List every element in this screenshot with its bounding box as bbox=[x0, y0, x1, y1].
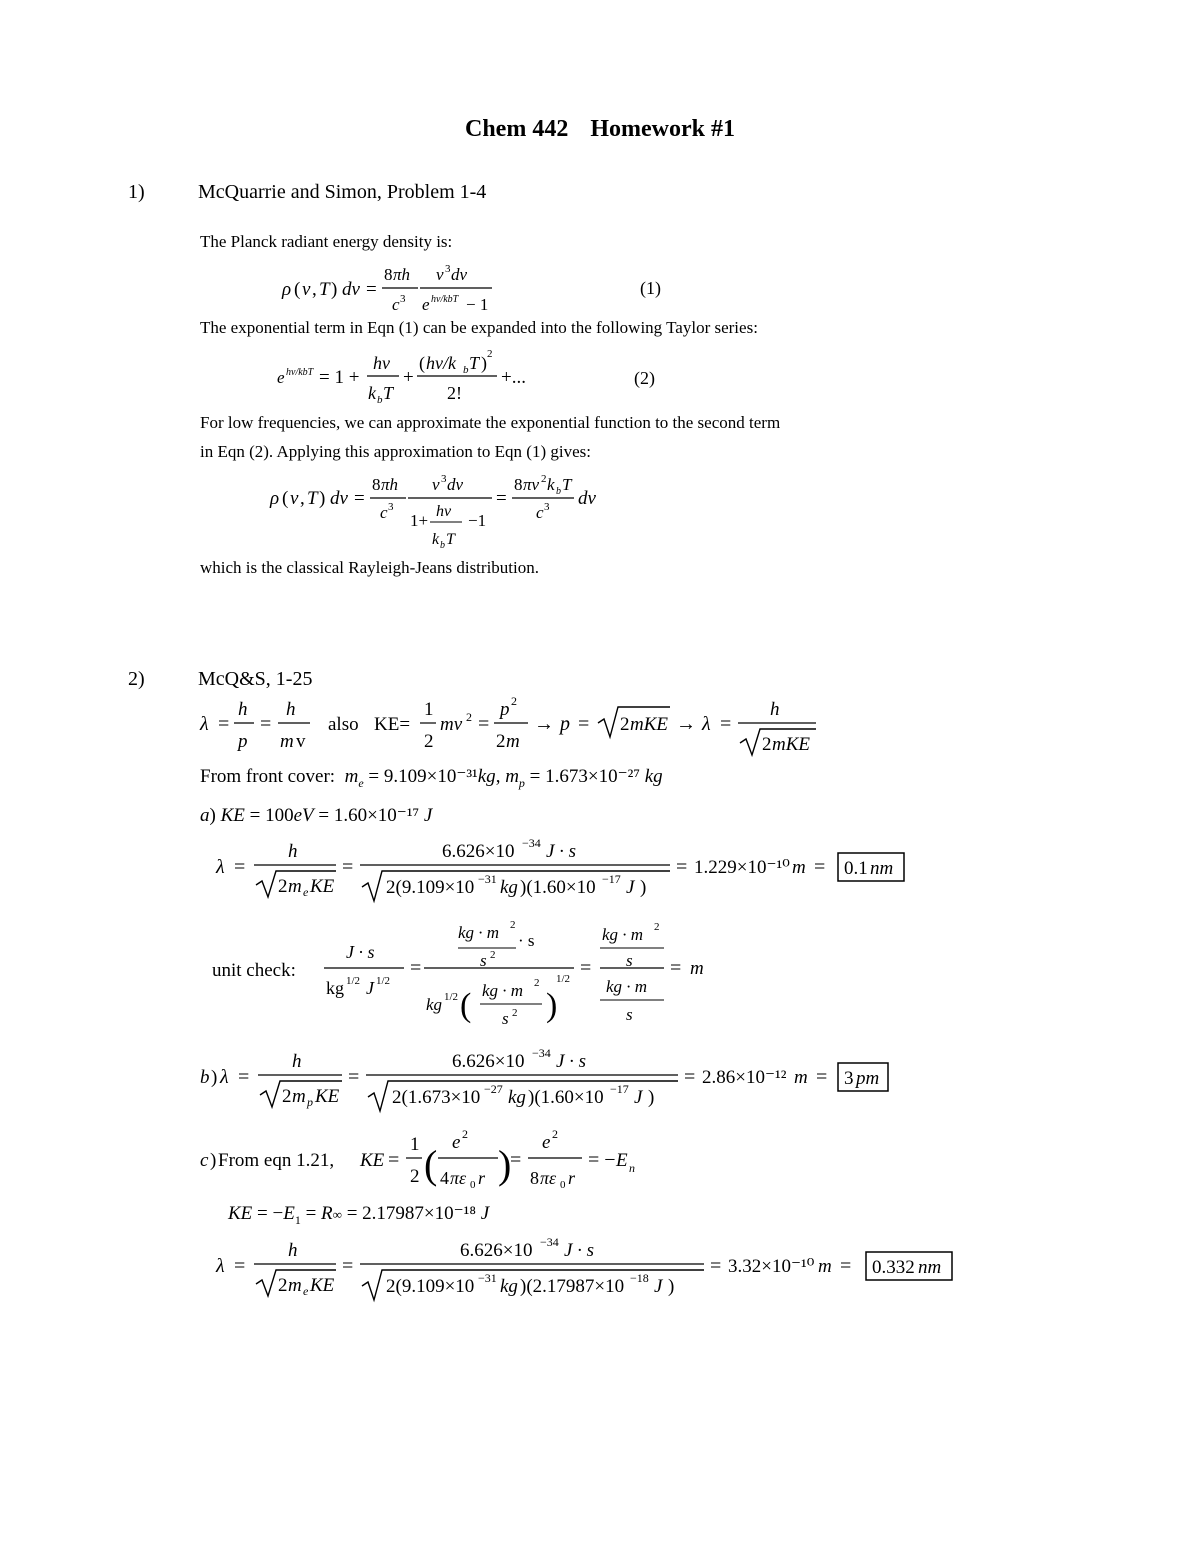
svg-text:2: 2 bbox=[762, 734, 772, 755]
page-title bbox=[0, 116, 1200, 143]
svg-text:πε: πε bbox=[540, 1168, 557, 1188]
part-c-text: From eqn 1.21, bbox=[218, 1150, 335, 1171]
svg-text:e: e bbox=[452, 1132, 461, 1153]
svg-text:s: s bbox=[502, 1009, 509, 1028]
svg-text:3: 3 bbox=[544, 501, 550, 513]
svg-text:kg · m: kg · m bbox=[482, 981, 524, 1000]
svg-text:): ) bbox=[640, 877, 647, 898]
svg-text:mKE: mKE bbox=[630, 714, 668, 735]
svg-text:1/2: 1/2 bbox=[444, 991, 459, 1003]
part-a-answer: 0.1 bbox=[844, 858, 868, 879]
svg-text:r: r bbox=[568, 1168, 576, 1188]
svg-text:1: 1 bbox=[410, 1134, 420, 1155]
svg-text:kg: kg bbox=[508, 1087, 526, 1108]
proton-mass-value: 1.673×10⁻²⁷ bbox=[545, 766, 640, 787]
svg-text:J: J bbox=[626, 877, 635, 898]
problem-1-number: 1) bbox=[128, 181, 145, 203]
svg-text:1: 1 bbox=[424, 699, 434, 720]
svg-text:e: e bbox=[422, 295, 430, 314]
svg-text:m: m bbox=[792, 857, 806, 878]
svg-text:· s: · s bbox=[518, 931, 535, 950]
svg-text:−31: −31 bbox=[478, 872, 497, 886]
problem-1-heading: McQuarrie and Simon, Problem 1-4 bbox=[198, 181, 487, 203]
svg-text:nm: nm bbox=[870, 858, 894, 879]
svg-text:=: = bbox=[510, 1149, 522, 1171]
svg-text:πh: πh bbox=[393, 265, 411, 284]
svg-text:m: m bbox=[818, 1256, 832, 1277]
svg-text:−34: −34 bbox=[540, 1235, 559, 1249]
eq2-label: (2) bbox=[634, 368, 655, 388]
svg-text:s: s bbox=[480, 951, 487, 970]
svg-text:): ) bbox=[648, 1087, 655, 1108]
svg-text:3: 3 bbox=[445, 263, 451, 275]
svg-text:T: T bbox=[307, 488, 318, 509]
svg-text:T: T bbox=[469, 353, 480, 373]
svg-text:=: = bbox=[354, 488, 365, 509]
also-word: also bbox=[328, 714, 359, 735]
svg-text:T: T bbox=[446, 531, 455, 548]
svg-text:m: m bbox=[288, 876, 302, 897]
svg-text:b: b bbox=[440, 540, 445, 551]
svg-text:2: 2 bbox=[462, 1127, 468, 1141]
svg-text:KE=: KE= bbox=[374, 714, 411, 735]
svg-text:6.626×10: 6.626×10 bbox=[460, 1240, 533, 1261]
svg-text:T: T bbox=[383, 383, 394, 403]
electron-mass-value: 9.109×10⁻³¹ bbox=[383, 766, 478, 787]
svg-text:h: h bbox=[286, 699, 296, 720]
svg-text:m: m bbox=[506, 731, 520, 752]
approximation-line-1: For low frequencies, we can approximate the exponential function to the second term bbox=[200, 413, 781, 432]
svg-text:): ) bbox=[211, 1067, 218, 1088]
svg-text:c: c bbox=[380, 503, 388, 522]
svg-text:pm: pm bbox=[856, 1068, 880, 1089]
svg-text:h: h bbox=[770, 699, 780, 720]
svg-text:J · s: J · s bbox=[564, 1240, 595, 1261]
svg-text:p: p bbox=[560, 713, 570, 735]
svg-text:b: b bbox=[463, 364, 469, 376]
front-cover-label: From front cover: bbox=[200, 766, 336, 787]
svg-text:): ) bbox=[319, 488, 326, 509]
svg-text:J · s: J · s bbox=[556, 1051, 587, 1072]
svg-text:=: = bbox=[676, 856, 688, 878]
svg-text:(: ( bbox=[460, 987, 472, 1024]
svg-text:=: = bbox=[840, 1255, 852, 1277]
svg-text:2: 2 bbox=[512, 1007, 518, 1019]
svg-text:mKE: mKE bbox=[772, 734, 810, 755]
svg-text:J · s: J · s bbox=[546, 841, 577, 862]
svg-text:k: k bbox=[432, 531, 440, 548]
svg-text:4: 4 bbox=[440, 1168, 449, 1188]
svg-text:b: b bbox=[377, 394, 383, 406]
svg-text:m: m bbox=[690, 958, 704, 979]
svg-text:=: = bbox=[710, 1255, 722, 1277]
svg-text:→: → bbox=[534, 713, 554, 735]
svg-text:,: , bbox=[312, 279, 317, 300]
svg-text:3: 3 bbox=[400, 293, 406, 305]
svg-text:−31: −31 bbox=[478, 1271, 497, 1285]
svg-text:2: 2 bbox=[620, 714, 630, 735]
svg-text:b: b bbox=[200, 1067, 210, 1088]
svg-text:v: v bbox=[296, 731, 306, 752]
part-b-answer: 3 bbox=[844, 1068, 854, 1089]
svg-text:λ: λ bbox=[220, 1066, 229, 1088]
svg-text:πh: πh bbox=[381, 475, 399, 494]
front-cover-masses: From front cover: $m_e = 9.109\times 10^{-31}kg$, $m_p = 1.673\times 10^{-27}$ kg bbox=[200, 766, 663, 790]
svg-text:2: 2 bbox=[511, 694, 517, 708]
svg-text:nm: nm bbox=[918, 1257, 942, 1278]
svg-text:3: 3 bbox=[441, 473, 447, 485]
svg-text:ν: ν bbox=[302, 279, 311, 300]
part-a-energy: a) KE = 100eV = 1.60×10⁻¹⁷ J bbox=[200, 805, 433, 826]
part-c-energy-value: KE = $-E_1 = R\infty = 2.17987\times 10^{-18}$ J bbox=[228, 1203, 490, 1227]
svg-text:−17: −17 bbox=[610, 1082, 629, 1096]
svg-text:λ: λ bbox=[216, 856, 225, 878]
svg-text:=: = bbox=[234, 856, 246, 878]
svg-text:−34: −34 bbox=[522, 836, 541, 850]
planck-equation bbox=[270, 260, 510, 320]
svg-text:2: 2 bbox=[424, 731, 434, 752]
svg-text:): ) bbox=[331, 279, 338, 300]
svg-text:ρ: ρ bbox=[282, 279, 292, 300]
part-b-wavelength-equation bbox=[198, 1045, 918, 1119]
svg-text:8: 8 bbox=[530, 1168, 539, 1188]
svg-text:3: 3 bbox=[388, 501, 394, 513]
svg-text:dν: dν bbox=[578, 488, 596, 509]
part-a-wavelength-equation bbox=[210, 835, 930, 909]
svg-text:2: 2 bbox=[496, 731, 506, 752]
svg-text:ρ: ρ bbox=[270, 488, 280, 509]
svg-text:kg: kg bbox=[426, 995, 443, 1014]
svg-text:hν/kbT: hν/kbT bbox=[431, 294, 459, 305]
problem-2-heading: McQ&S, 1-25 bbox=[198, 668, 313, 690]
svg-text:)(2.17987×10: )(2.17987×10 bbox=[520, 1276, 625, 1297]
svg-text:=: = bbox=[580, 957, 592, 979]
svg-text:k: k bbox=[547, 475, 555, 494]
svg-text:=: = bbox=[720, 713, 732, 735]
part-c-answer: 0.332 bbox=[872, 1257, 915, 1278]
svg-text:s: s bbox=[626, 951, 633, 970]
svg-text:=: = bbox=[234, 1255, 246, 1277]
svg-text:2: 2 bbox=[552, 1127, 558, 1141]
svg-text:1/2: 1/2 bbox=[346, 975, 361, 987]
svg-text:8: 8 bbox=[514, 475, 523, 494]
svg-text:6.626×10: 6.626×10 bbox=[452, 1051, 525, 1072]
svg-text:−1: −1 bbox=[468, 511, 487, 530]
svg-text:=: = bbox=[342, 856, 354, 878]
svg-text:dν: dν bbox=[342, 279, 360, 300]
svg-text:=: = bbox=[578, 713, 590, 735]
svg-text:=: = bbox=[478, 713, 490, 735]
svg-text:c: c bbox=[536, 503, 544, 522]
homework-name: Homework #1 bbox=[590, 116, 735, 142]
problem-2-number: 2) bbox=[128, 668, 145, 690]
unit-check-equation bbox=[320, 918, 720, 1038]
svg-text:2!: 2! bbox=[447, 383, 462, 403]
rayleigh-jeans-conclusion: which is the classical Rayleigh-Jeans distribution. bbox=[200, 558, 539, 577]
svg-text:m: m bbox=[794, 1067, 808, 1088]
svg-text:p: p bbox=[500, 699, 510, 720]
svg-text:(: ( bbox=[294, 279, 301, 300]
svg-text:2: 2 bbox=[278, 1275, 288, 1296]
svg-text:kg · m: kg · m bbox=[458, 923, 500, 942]
svg-text:hν: hν bbox=[373, 353, 390, 373]
course-name: Chem 442 bbox=[465, 116, 569, 142]
svg-text:T: T bbox=[319, 279, 330, 300]
svg-text:λ: λ bbox=[216, 1255, 225, 1277]
svg-text:dν: dν bbox=[330, 488, 348, 509]
svg-text:= 1 +: = 1 + bbox=[319, 367, 360, 388]
svg-text:=: = bbox=[348, 1066, 360, 1088]
part-c-wavelength-equation bbox=[210, 1232, 970, 1308]
svg-text:(: ( bbox=[282, 488, 289, 509]
svg-text:e: e bbox=[542, 1132, 551, 1153]
svg-text:πν: πν bbox=[523, 475, 540, 494]
part-a-result: 1.229×10⁻¹⁰ bbox=[694, 857, 790, 878]
svg-text:6.626×10: 6.626×10 bbox=[442, 841, 515, 862]
svg-text:2: 2 bbox=[534, 977, 540, 989]
svg-text:KE: KE bbox=[310, 876, 335, 897]
eq1-label: (1) bbox=[640, 278, 661, 298]
svg-text:): ) bbox=[481, 353, 487, 373]
svg-text:0: 0 bbox=[470, 1179, 476, 1191]
svg-text:c: c bbox=[200, 1150, 209, 1171]
svg-text:hν/k: hν/k bbox=[426, 353, 456, 373]
svg-text:)(1.60×10: )(1.60×10 bbox=[520, 877, 596, 898]
svg-text:=: = bbox=[684, 1066, 696, 1088]
svg-text:=: = bbox=[260, 713, 272, 735]
svg-text:2: 2 bbox=[282, 1086, 292, 1107]
part-a-ke-joule: 1.60×10⁻¹⁷ bbox=[333, 805, 420, 826]
svg-text:2: 2 bbox=[541, 473, 547, 485]
svg-text:(: ( bbox=[419, 353, 425, 373]
part-c-result: 3.32×10⁻¹⁰ bbox=[728, 1256, 815, 1277]
svg-text:n: n bbox=[629, 1161, 635, 1175]
svg-text:8: 8 bbox=[384, 265, 393, 284]
planck-intro: The Planck radiant energy density is: bbox=[200, 232, 453, 251]
svg-text:1/2: 1/2 bbox=[556, 973, 571, 985]
svg-text:=: = bbox=[410, 957, 422, 979]
svg-text:ν: ν bbox=[432, 475, 440, 494]
svg-text:h: h bbox=[288, 1240, 298, 1261]
svg-text:2(1.673×10: 2(1.673×10 bbox=[392, 1087, 481, 1108]
svg-text:): ) bbox=[498, 1142, 512, 1187]
svg-text:J: J bbox=[634, 1087, 643, 1108]
svg-text:): ) bbox=[668, 1276, 675, 1297]
svg-text:m: m bbox=[288, 1275, 302, 1296]
svg-text:hν/kbT: hν/kbT bbox=[286, 367, 314, 378]
taylor-equation bbox=[275, 345, 545, 407]
svg-text:ν: ν bbox=[290, 488, 299, 509]
svg-text:2: 2 bbox=[654, 921, 660, 933]
svg-text:E: E bbox=[616, 1150, 628, 1171]
svg-text:): ) bbox=[546, 987, 558, 1024]
svg-text:p: p bbox=[238, 731, 248, 752]
svg-text:− 1: − 1 bbox=[466, 295, 489, 314]
svg-text:(: ( bbox=[424, 1142, 438, 1187]
svg-text:−27: −27 bbox=[484, 1082, 503, 1096]
svg-text:=: = bbox=[814, 856, 826, 878]
svg-text:kg · m: kg · m bbox=[606, 977, 648, 996]
part-c-ke-value: 2.17987×10⁻¹⁸ bbox=[362, 1203, 476, 1224]
svg-text:mv: mv bbox=[440, 714, 463, 735]
svg-text:2: 2 bbox=[278, 876, 288, 897]
svg-text:m: m bbox=[280, 731, 294, 752]
svg-text:2: 2 bbox=[490, 949, 496, 961]
svg-text:dν: dν bbox=[451, 265, 468, 284]
svg-text:−18: −18 bbox=[630, 1271, 649, 1285]
svg-text:h: h bbox=[288, 841, 298, 862]
svg-text:KE: KE bbox=[315, 1086, 340, 1107]
svg-text:−17: −17 bbox=[602, 872, 621, 886]
svg-text:)(1.60×10: )(1.60×10 bbox=[528, 1087, 604, 1108]
svg-text:= −: = − bbox=[588, 1149, 616, 1171]
svg-text:1+: 1+ bbox=[410, 511, 429, 530]
rayleigh-jeans-equation bbox=[268, 470, 608, 556]
svg-text:−34: −34 bbox=[532, 1046, 551, 1060]
svg-text:e: e bbox=[303, 1284, 309, 1298]
svg-text:h: h bbox=[292, 1051, 302, 1072]
svg-text:J: J bbox=[366, 978, 374, 998]
svg-text:λ: λ bbox=[702, 713, 711, 735]
part-b-result: 2.86×10⁻¹² bbox=[702, 1067, 787, 1088]
svg-text:=: = bbox=[388, 1149, 400, 1171]
svg-text:): ) bbox=[210, 1150, 217, 1171]
svg-text:=: = bbox=[366, 279, 377, 300]
svg-text:kg: kg bbox=[500, 877, 518, 898]
svg-text:2(9.109×10: 2(9.109×10 bbox=[386, 877, 475, 898]
svg-text:T: T bbox=[562, 475, 572, 494]
svg-text:,: , bbox=[300, 488, 305, 509]
svg-text:c: c bbox=[392, 295, 400, 314]
svg-text:dν: dν bbox=[447, 475, 464, 494]
unit-check-label: unit check: bbox=[212, 960, 296, 981]
svg-text:=: = bbox=[342, 1255, 354, 1277]
svg-text:hν: hν bbox=[436, 503, 452, 520]
approximation-line-2: in Eqn (2). Applying this approximation to Eqn (1) gives: bbox=[200, 442, 591, 461]
taylor-series-text: The exponential term in Eqn (1) can be expanded into the following Taylor series: bbox=[200, 318, 758, 337]
svg-text:J · s: J · s bbox=[346, 942, 375, 962]
svg-text:2: 2 bbox=[487, 348, 493, 360]
part-c-energy-equation bbox=[198, 1128, 658, 1194]
svg-text:→: → bbox=[676, 713, 696, 735]
svg-text:kg · m: kg · m bbox=[602, 925, 644, 944]
svg-text:p: p bbox=[307, 1095, 313, 1109]
svg-text:ν: ν bbox=[436, 265, 444, 284]
svg-text:2(9.109×10: 2(9.109×10 bbox=[386, 1276, 475, 1297]
svg-text:k: k bbox=[368, 383, 376, 403]
de-broglie-equation bbox=[198, 695, 838, 761]
svg-text:kg: kg bbox=[500, 1276, 518, 1297]
svg-text:=: = bbox=[496, 488, 507, 509]
svg-text:s: s bbox=[626, 1005, 633, 1024]
svg-text:0: 0 bbox=[560, 1179, 566, 1191]
svg-text:=: = bbox=[670, 957, 682, 979]
svg-text:πε: πε bbox=[450, 1168, 467, 1188]
svg-text:J: J bbox=[654, 1276, 663, 1297]
svg-text:+: + bbox=[403, 367, 414, 388]
svg-text:kg: kg bbox=[326, 978, 344, 998]
svg-text:=: = bbox=[238, 1066, 250, 1088]
svg-text:b: b bbox=[556, 486, 561, 497]
svg-text:r: r bbox=[478, 1168, 486, 1188]
svg-text:2: 2 bbox=[466, 710, 472, 724]
svg-text:+...: +... bbox=[501, 367, 526, 388]
svg-text:2: 2 bbox=[410, 1166, 420, 1187]
svg-text:=: = bbox=[816, 1066, 828, 1088]
svg-text:λ: λ bbox=[200, 713, 209, 735]
svg-text:e: e bbox=[303, 885, 309, 899]
svg-text:h: h bbox=[238, 699, 248, 720]
svg-text:KE: KE bbox=[310, 1275, 335, 1296]
svg-text:1/2: 1/2 bbox=[376, 975, 391, 987]
svg-text:2: 2 bbox=[510, 919, 516, 931]
svg-text:=: = bbox=[218, 713, 230, 735]
svg-text:KE: KE bbox=[360, 1150, 385, 1171]
part-a-ke-ev: 100 bbox=[265, 805, 294, 826]
svg-text:e: e bbox=[277, 368, 285, 387]
svg-text:8: 8 bbox=[372, 475, 381, 494]
svg-text:m: m bbox=[292, 1086, 306, 1107]
